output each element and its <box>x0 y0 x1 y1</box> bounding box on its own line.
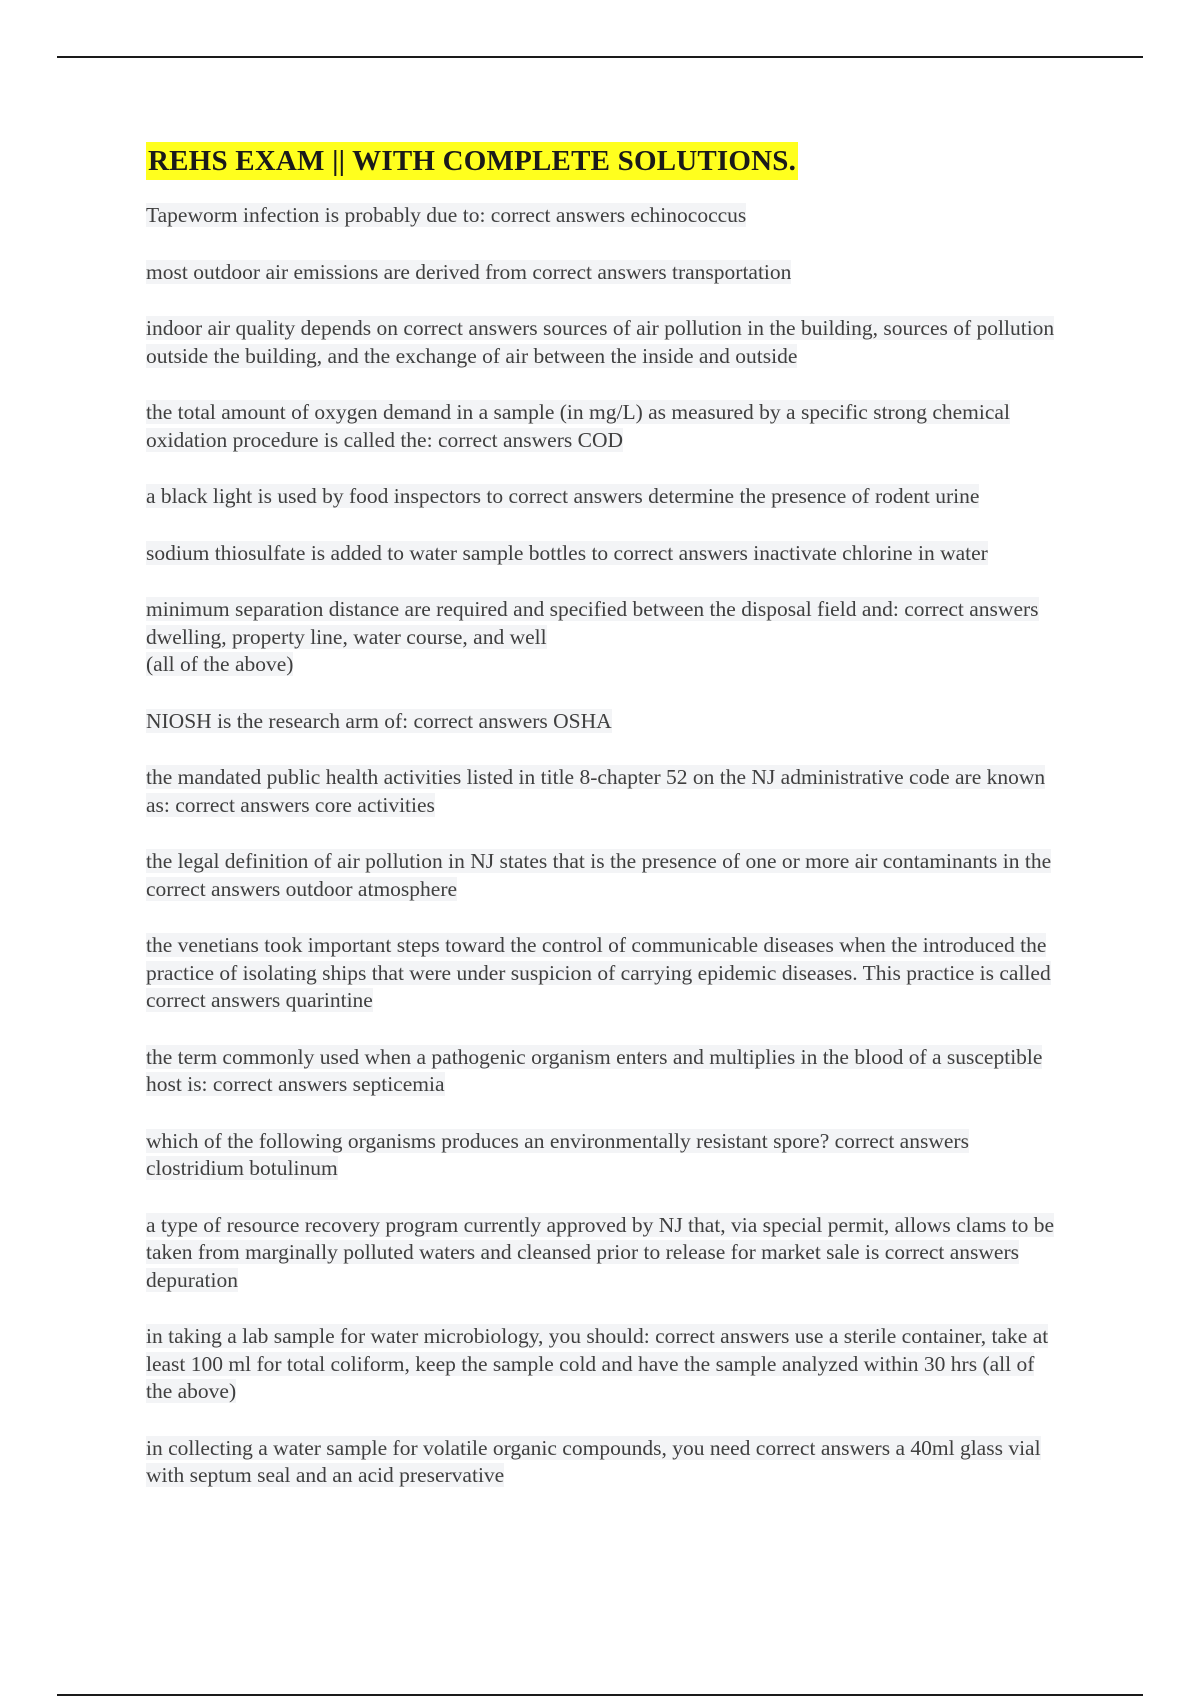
qa-text: Tapeworm infection is probably due to: correct answers echinococcus <box>146 203 747 227</box>
bottom-rule <box>57 1694 1143 1696</box>
document-body <box>146 142 1056 1519</box>
qa-item <box>146 708 1056 736</box>
qa-item <box>146 848 1056 903</box>
qa-item <box>146 1212 1056 1295</box>
qa-text: minimum separation distance are required and specified between the disposal field and: correct answers dwelling, property line, water course, and well (all of the above) <box>146 597 1039 676</box>
qa-item <box>146 932 1056 1015</box>
qa-item <box>146 596 1056 679</box>
qa-text: the term commonly used when a pathogenic organism enters and multiplies in the blood of a susceptible host is: correct answers septicemia <box>146 1044 1043 1096</box>
qa-text: a type of resource recovery program currently approved by NJ that, via special permit, allows clams to be taken from marginally polluted waters and cleansed prior to release for market sale is correct answers depuration <box>146 1212 1055 1292</box>
qa-item <box>146 764 1056 819</box>
qa-text: the legal definition of air pollution in NJ states that is the presence of one or more air contaminants in the correct answers outdoor atmosphere <box>146 849 1052 901</box>
qa-item <box>146 540 1056 568</box>
qa-item <box>146 259 1056 287</box>
qa-item <box>146 399 1056 454</box>
qa-text: the total amount of oxygen demand in a sample (in mg/L) as measured by a specific strong chemical oxidation procedure is called the: correct answers COD <box>146 400 1010 452</box>
qa-item <box>146 483 1056 511</box>
top-rule <box>57 56 1143 58</box>
qa-item <box>146 1128 1056 1183</box>
qa-text: a black light is used by food inspectors to correct answers determine the presence of rodent urine <box>146 484 980 508</box>
qa-text: in collecting a water sample for volatile organic compounds, you need correct answers a 40ml glass vial with septum seal and an acid preservative <box>146 1435 1041 1487</box>
qa-text: the venetians took important steps toward the control of communicable diseases when the introduced the practice of isolating ships that were under suspicion of carrying epidemic diseases. This practice is called correct answers quarintine <box>146 933 1051 1012</box>
qa-text: most outdoor air emissions are derived from correct answers transportation <box>146 259 792 284</box>
qa-text: the mandated public health activities listed in title 8-chapter 52 on the NJ administrative code are known as: correct answers core activities <box>146 765 1046 817</box>
qa-text: in taking a lab sample for water microbiology, you should: correct answers use a sterile container, take at least 100 ml for total coliform, keep the sample cold and have the sample analyzed within 30 hrs (all of the above) <box>146 1324 1049 1403</box>
document-title: REHS EXAM || WITH COMPLETE SOLUTIONS. <box>146 142 798 180</box>
qa-text: NIOSH is the research arm of: correct answers OSHA <box>146 708 612 733</box>
qa-text: sodium thiosulfate is added to water sample bottles to correct answers inactivate chlorine in water <box>146 540 988 565</box>
qa-item <box>146 1044 1056 1099</box>
qa-item <box>146 202 1056 230</box>
qa-text: indoor air quality depends on correct answers sources of air pollution in the building, sources of pollution outside the building, and the exchange of air between the inside and outside <box>146 316 1055 368</box>
qa-item <box>146 1435 1056 1490</box>
qa-text: which of the following organisms produces an environmentally resistant spore? correct answers clostridium botulinum <box>146 1128 969 1180</box>
qa-item <box>146 315 1056 370</box>
qa-list <box>146 202 1056 1490</box>
qa-item <box>146 1323 1056 1406</box>
